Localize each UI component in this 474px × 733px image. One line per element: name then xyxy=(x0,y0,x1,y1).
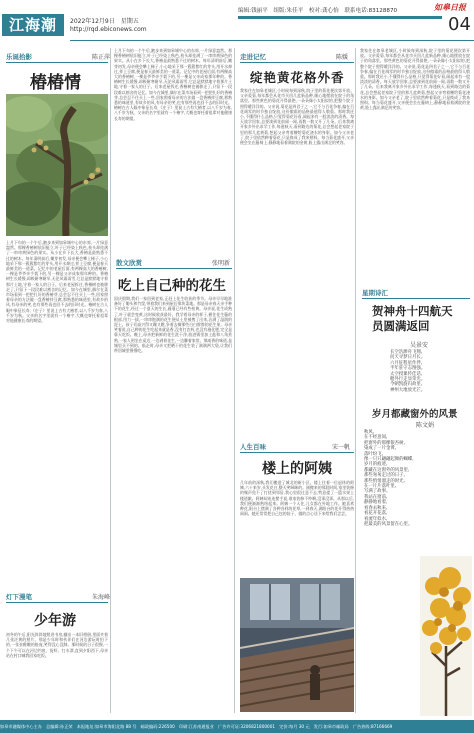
column-divider xyxy=(234,48,235,713)
section-tag: 走进记忆 xyxy=(240,53,266,61)
poem-line: 神州大地放光芒。 xyxy=(390,387,426,393)
toon-tree-photo xyxy=(6,94,108,236)
article-title: 楼上的阿姨 xyxy=(262,461,332,477)
article-title: 绽艳黄花格外香 xyxy=(250,70,345,85)
section-rule xyxy=(6,602,108,603)
section-tag: 星期诗汇 xyxy=(362,289,388,297)
poem-line: 都藏在这窗外的风景里, xyxy=(364,467,410,473)
poem-line: 把最美的风景留在心里。 xyxy=(364,521,413,527)
article-photo xyxy=(240,578,354,712)
column-divider xyxy=(110,48,111,713)
article-body: 几年前的深秋,我们搬进了城北的新小区。楼上住着一位退休的阿姨,六十来岁,头发花白,整天笑眯眯的。刚搬来的那段时间,家里装修的噪声免不了打扰到邻居,我心里很过意不去,特意提了一篮水果上楼道歉。阿姨却连连摆手说,谁家装修不吵啊,没事没事。从那以后,我们便渐渐熟络起来。阿姨一个人住,儿女都在外地工作。她喜欢种花,阳台上摆满了各种各样的花草,一到春天,满阳台的花开得热热闹闹。她还常常把自己包的饺子、做的点心送下来给我们尝尝。 xyxy=(240,480,354,517)
footer-bar: 如皋市融媒体中心主办 总编辑:孙正荣 本报地址:如皋市海阳北路 88 号 邮政编码:226500 印刷:江苏南通报业 广告许可证:3206821800001 定价:每月 30 元 发行:如皋市邮政局 广告热线:87166669 xyxy=(0,720,474,733)
article-body: 上月下旬的一个午后,踱步来到如皋城中心的东郊,一片绿意盎然。那棵香椿树依旧挺立,叶子已经染上秋色,枝头却挂满了一串串黄绿色的果实。从小在乡下长大,香椿是最熟悉不过的树木。每年清明前后,嫩芽初发,母亲便会攀上梯子,小心地采下那一簇簇紫红的芽头,用开水焯过,拌上豆腐,便是春天最鲜美的一道菜。记忆中的老屋后面,有两棵高大的香椿树,一棵是爷爷亲手栽下的,另一棵是父亲成家那年种的。香椿树生长缓慢,却极耐寒耐旱,无论风霜雨雪,它总是默默地守着那片土地,守着一家人的日子。后来老屋拆迁,香椿树也被移走了,只留下一段段难以割舍的记忆。如今在城里,偶尔在菜市场看到一把把扎好的香椿芽,总会忍不住买上一些,回家照着母亲的方法做一盘香椿拌豆腐,那熟悉的味道里,有故乡的风,有母亲的笑,也有那些再也回不去的旧时光。椿树在古人眼中象征长寿,《庄子》里说上古有大椿者,以八千岁为春,八千岁为秋。父亲的名字里就有一个椿字,大概也寄托着祖辈对他健康长寿的期望。 xyxy=(6,240,108,324)
poem-line: 看花开花落, xyxy=(364,511,388,517)
section-name: 江海潮 xyxy=(2,14,64,36)
article-body: 初冬的午后,阳光斜斜地照进书房,翻出一本旧相册,里面夹着几张泛黄的照片。那是少年时和伙伴们在河边游玩时拍下的,一张张稚嫩的脸庞,笑得没心没肺。那时候的日子很慢,一个下午可以在河边钓鱼、捉虾、打水漂,直到夕阳西下,母亲站在村口喊我回家吃饭。 xyxy=(6,632,108,658)
poem-line: 长空浩渺舟飞翔, xyxy=(390,350,423,355)
poem-line: 秋风, xyxy=(364,430,375,435)
article-author: 张明新 xyxy=(212,260,231,267)
article-body: 国庆假期,我们一家回到老家,正赶上花生收获的季节。母亲早早地准备好了锄头和竹筐,带着我们来到屋后那块菜地。那是母亲春天亲手种下的花生,经过一个夏天的生长,藤蔓已经有些枯黄。母亲说,花生成熟了,叶子就会变黄,这时候收获最好。我学着母亲的样子,握住花生藤的根部,用力一拔,一串串饱满的花生便从土里被拽了出来,沾满了湿润的泥土。孩子们高兴得又蹦又跳,争着去摘那些白白胖胖的花生果。母亲笑着说,自己种的花生吃起来就是香,没有打农药,也没有施化肥,完全是靠天吃饭。晚上,母亲把新鲜的花生洗干净,放进锅里加上盐和八角煮熟,一家人围坐在桌边,一边剥着花生,一边聊着家常。那咸香的味道,是城里买不到的。临走时,母亲又把晒干的花生装了满满两大袋,让我们带回城里慢慢吃。 xyxy=(114,296,232,354)
article-title: 椿椿情 xyxy=(30,73,81,93)
section-rule xyxy=(240,62,354,63)
masthead xyxy=(0,0,474,42)
poem-line: 舱外行走显荣光。 xyxy=(390,377,426,383)
poem-line: 写满了故事。 xyxy=(364,489,391,495)
article-title: 吃上自己种的花生 xyxy=(118,278,226,294)
column-divider xyxy=(355,48,356,713)
article-author: 宋一帆 xyxy=(332,444,351,451)
poem-line: 今朝凯旋归故里, xyxy=(390,382,423,388)
section-rule xyxy=(240,452,354,453)
poem-title: 岁月都藏窗外的风景 xyxy=(372,409,458,420)
issue-date: 2022年12月9日 星期五 xyxy=(70,18,139,25)
section-tag: 乐诞拾影 xyxy=(6,53,32,61)
poem-line: 六月征程星作伴, xyxy=(390,360,423,366)
poem-line: 问天寻梦日月长。 xyxy=(390,355,426,361)
poem-line: 看流年似水, xyxy=(364,516,388,522)
poem-line: 太空授课传佳话, xyxy=(390,371,423,377)
paper-logo: 如皋日报 xyxy=(434,3,466,12)
poem-author: 陈文娟 xyxy=(416,422,435,429)
poem-line: 那些匆匆走过的日子, xyxy=(364,473,405,479)
poem-body xyxy=(364,430,470,527)
poem-title: 贺神舟十四航天员圆满返回 xyxy=(372,304,453,333)
poem-author: 吴景安 xyxy=(410,342,429,349)
section-tag: 灯下漫笔 xyxy=(6,593,32,601)
article-author: 陈正萍 xyxy=(92,54,111,61)
poem-line: 我站在窗前, xyxy=(364,494,388,500)
article-title: 少年游 xyxy=(34,613,76,629)
poem-line: 落叶纷飞, xyxy=(364,451,383,457)
article-body: 我家住在如皋老城区,小时候每到深秋,院子里的菊花便次第开放。父亲爱菊,每年都会从花市买回几盆新品种,细心地摆放在院子的角落里。那些黄色的菊花开得最艳,一朵朵像小太阳似的,把整个院子照得暖洋洋的。父亲说,菊花是四君子之一,它不与百花争春,偏在百花凋零的时节独自绽放,这份傲霜的品格最值得人敬重。那时我还小,不懂得什么品格,只觉得菊花好看,闻起来有一股淡淡的清香。每天放学回家,总要凑到花前闻一闻,再数一数又开了几朵。后来我离开家乡外出求学工作,每逢秋天,看到路边的菊花,总会想起老家院子里的那几盆黄菊,想起父亲弯着腰给菊花浇水的身影。如今父亲老了,院子里依然种着菊花,只是换成了我来照料。每当菊花盛开,父亲便会坐在藤椅上,静静地看着满院的金黄,脸上露出满足的笑容。 xyxy=(240,88,354,146)
page-number: 04 xyxy=(448,14,471,35)
article-body-continued: 上月下旬的一个午后,踱步来到如皋城中心的东郊,一片绿意盎然。那棵香椿树依旧挺立,叶子已经染上秋色,枝头却挂满了一串串黄绿色的果实。从小在乡下长大,香椿是最熟悉不过的树木。每年清明前后,嫩芽初发,母亲便会攀上梯子,小心地采下那一簇簇紫红的芽头,用开水焯过,拌上豆腐,便是春天最鲜美的一道菜。记忆中的老屋后面,有两棵高大的香椿树,一棵是爷爷亲手栽下的,另一棵是父亲成家那年种的。香椿树生长缓慢,却极耐寒耐旱,无论风霜雨雪,它总是默默地守着那片土地,守着一家人的日子。后来老屋拆迁,香椿树也被移走了,只留下一段段难以割舍的记忆。如今在城里,偶尔在菜市场看到一把把扎好的香椿芽,总会忍不住买上一些,回家照着母亲的方法做一盘香椿拌豆腐,那熟悉的味道里,有故乡的风,有母亲的笑,也有那些再也回不去的旧时光。椿树在古人眼中象征长寿,《庄子》里说上古有大椿者,以八千岁为春,八千岁为秋。父亲的名字里就有一个椿字,大概也寄托着祖辈对他健康长寿的期望。 xyxy=(114,48,232,121)
ginkgo-photo xyxy=(420,556,472,716)
section-rule xyxy=(6,62,108,63)
poem-line: 在不经意间, xyxy=(364,435,388,441)
poem-line: 看春去秋来, xyxy=(364,505,388,511)
article-body-continued: 我家住在如皋老城区,小时候每到深秋,院子里的菊花便次第开放。父亲爱菊,每年都会从花市买回几盆新品种,细心地摆放在院子的角落里。那些黄色的菊花开得最艳,一朵朵像小太阳似的,把整个院子照得暖洋洋的。父亲说,菊花是四君子之一,它不与百花争春,偏在百花凋零的时节独自绽放,这份傲霜的品格最值得人敬重。那时我还小,不懂得什么品格,只觉得菊花好看,闻起来有一股淡淡的清香。每天放学回家,总要凑到花前闻一闻,再数一数又开了几朵。后来我离开家乡外出求学工作,每逢秋天,看到路边的菊花,总会想起老家院子里的那几盆黄菊,想起父亲弯着腰给菊花浇水的身影。如今父亲老了,院子里依然种着菊花,只是换成了我来照料。每当菊花盛开,父亲便会坐在藤椅上,静静地看着满院的金黄,脸上露出满足的笑容。 xyxy=(360,48,470,111)
article-photo xyxy=(420,556,472,716)
poem-line: 在一片片落叶里, xyxy=(364,484,397,490)
article-photo xyxy=(6,94,108,236)
header-divider xyxy=(70,40,474,41)
article-author: 陈媛 xyxy=(336,54,349,61)
header-accent-bar xyxy=(238,16,442,19)
staff-credits: 编辑:钱丽平 组版:朱佳平 校对:龚心怡 联系电话:83128870 xyxy=(238,8,398,14)
section-rule xyxy=(116,268,232,269)
section-tag: 散文欣赏 xyxy=(116,259,142,267)
poem-line: 那些悄悄溜走的时光, xyxy=(364,478,405,484)
poem-line: 静静地看着, xyxy=(364,500,388,506)
stairwell-photo xyxy=(240,578,354,712)
poem-body xyxy=(390,350,470,393)
article-author: 朱海峰 xyxy=(92,594,111,601)
website-link[interactable]: http://rqd.ebiconews.com xyxy=(70,26,147,33)
section-tag: 人生百味 xyxy=(240,443,266,451)
poem-line: 岁月的痕迹, xyxy=(364,462,388,468)
poem-line: 半年驻守志图强。 xyxy=(390,366,426,372)
poem-line: 染成了一片金黄, xyxy=(364,446,397,452)
poem-line: 像一只只翩翩起舞的蝴蝶, xyxy=(364,457,414,463)
section-rule xyxy=(362,298,470,299)
poem-line: 把窗外的那棵银杏树, xyxy=(364,440,405,446)
